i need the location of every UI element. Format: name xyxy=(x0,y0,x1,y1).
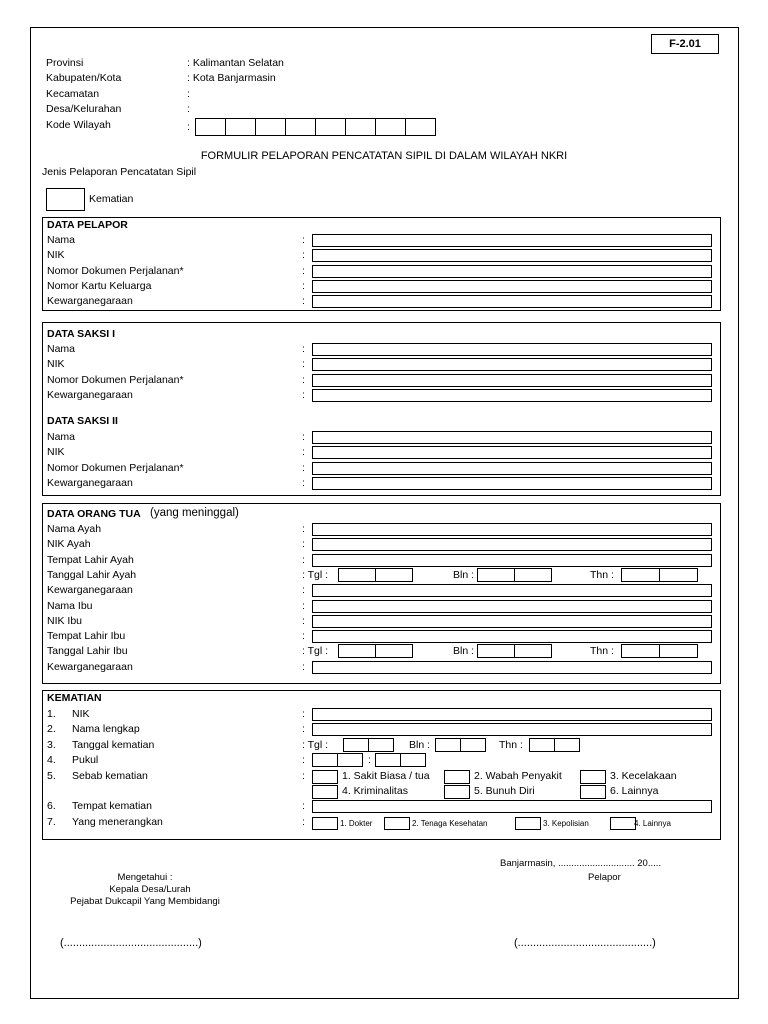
menerangkan-option-label: 4. Lainnya xyxy=(634,819,671,828)
right-signature-line: (............................................) xyxy=(514,937,656,949)
ortu-thn-label: Thn : xyxy=(590,568,614,581)
sebab-option-label: 4. Kriminalitas xyxy=(342,785,408,797)
kode-wilayah-box[interactable] xyxy=(255,118,286,136)
pelapor-colon: : xyxy=(302,295,305,308)
sebab-option-label: 6. Lainnya xyxy=(610,785,659,797)
pelapor-field-label: Kewarganegaraan xyxy=(47,295,133,308)
kabupaten-label: Kabupaten/Kota xyxy=(46,72,122,84)
pelapor-input[interactable] xyxy=(312,234,712,247)
saksi1-input[interactable] xyxy=(312,374,712,387)
kematian-number: 1. xyxy=(47,708,56,720)
kematian-input[interactable] xyxy=(312,800,712,813)
kabupaten-value: : Kota Banjarmasin xyxy=(187,72,276,84)
ortu-thn-box[interactable] xyxy=(659,568,698,582)
ortu-bln-box[interactable] xyxy=(514,568,552,582)
ortu-input[interactable] xyxy=(312,661,712,674)
ortu-field-label: Nama Ibu xyxy=(47,599,93,612)
kematian-field-label: Tanggal kematian xyxy=(72,739,155,751)
pelapor-colon: : xyxy=(302,249,305,262)
saksi2-colon: : xyxy=(302,461,305,474)
saksi1-colon: : xyxy=(302,358,305,371)
ortu-title: DATA ORANG TUA xyxy=(47,508,141,520)
sebab-option-label: 3. Kecelakaan xyxy=(610,770,677,782)
ortu-field-label: Tanggal Lahir Ayah xyxy=(47,568,137,581)
form-title: FORMULIR PELAPORAN PENCATATAN SIPIL DI DALAM WILAYAH NKRI xyxy=(200,150,568,162)
ortu-colon: : xyxy=(302,599,305,612)
saksi1-field-label: Kewarganegaraan xyxy=(47,388,133,401)
ortu-bln-label: Bln : xyxy=(453,568,475,581)
kematian-field-label: NIK xyxy=(72,708,90,720)
menerangkan-option-label: 1. Dokter xyxy=(340,819,373,828)
menerangkan-option-label: 3. Kepolisian xyxy=(543,819,589,828)
kepala-desa-label: Kepala Desa/Lurah xyxy=(109,884,191,895)
saksi2-field-label: NIK xyxy=(47,446,65,459)
pukul-minute-box[interactable] xyxy=(375,753,401,767)
kematian-colon: : xyxy=(302,708,305,720)
kode-wilayah-box[interactable] xyxy=(405,118,436,136)
ortu-thn-label: Thn : xyxy=(590,645,614,658)
saksi2-input[interactable] xyxy=(312,477,712,490)
ortu-bln-label: Bln : xyxy=(453,645,475,658)
sebab-option-label: 5. Bunuh Diri xyxy=(474,785,535,797)
provinsi-label: Provinsi xyxy=(46,57,84,69)
kematian-tgl-box[interactable] xyxy=(368,738,394,752)
ortu-tgl-box[interactable] xyxy=(375,644,413,658)
kematian-thn-box[interactable] xyxy=(554,738,580,752)
saksi1-colon: : xyxy=(302,373,305,386)
kematian-input[interactable] xyxy=(312,708,712,721)
ortu-field-label: Kewarganegaraan xyxy=(47,584,133,597)
kematian-field-label: Tempat kematian xyxy=(72,800,152,812)
ortu-tgl-box[interactable] xyxy=(338,644,376,658)
ortu-input[interactable] xyxy=(312,600,712,613)
kode-wilayah-label: Kode Wilayah xyxy=(46,119,111,131)
saksi2-colon: : xyxy=(302,431,305,443)
ortu-colon: : xyxy=(302,538,305,551)
pelapor-input[interactable] xyxy=(312,295,712,308)
ortu-thn-box[interactable] xyxy=(621,568,660,582)
kematian-number: 4. xyxy=(47,754,56,766)
kode-wilayah-box[interactable] xyxy=(225,118,256,136)
ortu-input[interactable] xyxy=(312,584,712,597)
kematian-number: 6. xyxy=(47,800,56,812)
kode-wilayah-box[interactable] xyxy=(375,118,406,136)
pukul-hour-box[interactable] xyxy=(337,753,363,767)
ortu-field-label: Kewarganegaraan xyxy=(47,660,133,673)
saksi1-input[interactable] xyxy=(312,389,712,402)
jenis-pelaporan-label: Jenis Pelaporan Pencatatan Sipil xyxy=(42,166,197,178)
ortu-colon: : xyxy=(302,523,305,535)
sebab-option-label: 1. Sakit Biasa / tua xyxy=(342,770,430,782)
kematian-number: 2. xyxy=(47,723,56,735)
sebab-checkbox[interactable] xyxy=(580,770,606,784)
pelapor-input[interactable] xyxy=(312,249,712,262)
menerangkan-checkbox[interactable] xyxy=(384,817,410,830)
saksi2-field-label: Kewarganegaraan xyxy=(47,476,133,489)
kematian-tgl-box[interactable] xyxy=(343,738,369,752)
saksi2-input[interactable] xyxy=(312,462,712,475)
saksi1-field-label: Nama xyxy=(47,343,76,355)
kematian-field-label: Yang menerangkan xyxy=(72,816,163,828)
form-code: F-2.01 xyxy=(651,34,719,54)
kode-wilayah-colon: : xyxy=(187,121,190,133)
pelapor-title: DATA PELAPOR xyxy=(47,219,128,231)
saksi2-title: DATA SAKSI II xyxy=(47,415,118,427)
ortu-field-label: NIK Ibu xyxy=(47,614,83,627)
pejabat-label: Pejabat Dukcapil Yang Membidangi xyxy=(70,896,220,907)
kematian-field-label: Sebab kematian xyxy=(72,770,148,782)
kode-wilayah-box[interactable] xyxy=(345,118,376,136)
kematian-colon: : xyxy=(302,800,305,812)
pukul-colon: : xyxy=(302,754,305,766)
saksi1-colon: : xyxy=(302,343,305,355)
saksi2-field-label: Nama xyxy=(47,431,76,443)
ortu-colon: : xyxy=(302,584,305,597)
ortu-field-label: Tempat Lahir Ayah xyxy=(47,553,134,566)
saksi1-field-label: Nomor Dokumen Perjalanan* xyxy=(47,373,184,386)
ortu-colon: : xyxy=(302,614,305,627)
kematian-tgl-label: : Tgl : xyxy=(302,739,329,751)
pelapor-colon: : xyxy=(302,279,305,292)
left-signature-line: (............................................) xyxy=(60,937,202,949)
kematian-field-label: Pukul xyxy=(72,754,99,766)
ortu-field-label: Nama Ayah xyxy=(47,523,102,535)
ortu-thn-box[interactable] xyxy=(659,644,698,658)
ortu-bln-box[interactable] xyxy=(477,568,515,582)
ortu-field-label: Tanggal Lahir Ibu xyxy=(47,645,128,658)
kecamatan-value: : xyxy=(187,88,190,100)
sebab-checkbox[interactable] xyxy=(580,785,606,799)
place-date: Banjarmasin, ............................. 20..... xyxy=(500,858,662,869)
kode-wilayah-box[interactable] xyxy=(285,118,316,136)
ortu-input[interactable] xyxy=(312,523,712,536)
kematian-title: KEMATIAN xyxy=(47,692,102,704)
pelapor-sign-label: Pelapor xyxy=(588,872,621,883)
ortu-input[interactable] xyxy=(312,554,712,567)
pelapor-field-label: Nomor Dokumen Perjalanan* xyxy=(47,264,184,277)
sebab-checkbox[interactable] xyxy=(312,785,338,799)
saksi1-colon: : xyxy=(302,388,305,401)
kode-wilayah-boxes[interactable] xyxy=(196,118,436,136)
saksi1-input[interactable] xyxy=(312,358,712,371)
menerangkan-checkbox[interactable] xyxy=(515,817,541,830)
kematian-field-label: Nama lengkap xyxy=(72,723,140,735)
saksi1-field-label: NIK xyxy=(47,358,65,371)
ortu-input[interactable] xyxy=(312,538,712,551)
sebab-checkbox[interactable] xyxy=(312,770,338,784)
ortu-colon: : xyxy=(302,630,305,643)
pelapor-input[interactable] xyxy=(312,280,712,293)
ortu-tgl-label: : Tgl : xyxy=(302,645,329,658)
mengetahui-label: Mengetahui : xyxy=(117,872,173,883)
ortu-bln-box[interactable] xyxy=(477,644,515,658)
ortu-subtitle: (yang meninggal) xyxy=(150,507,239,519)
kematian-colon: : xyxy=(302,723,305,735)
ortu-thn-box[interactable] xyxy=(621,644,660,658)
ortu-field-label: Tempat Lahir Ibu xyxy=(47,630,126,643)
kode-wilayah-box[interactable] xyxy=(315,118,346,136)
kematian-bln-box[interactable] xyxy=(460,738,486,752)
kematian-bln-box[interactable] xyxy=(435,738,461,752)
ortu-tgl-box[interactable] xyxy=(375,568,413,582)
saksi2-input[interactable] xyxy=(312,431,712,444)
pukul-minute-box[interactable] xyxy=(400,753,426,767)
sebab-colon: : xyxy=(302,770,305,782)
kematian-bln-label: Bln : xyxy=(409,739,431,751)
ortu-bln-box[interactable] xyxy=(514,644,552,658)
kematian-checkbox[interactable] xyxy=(46,188,85,211)
saksi2-colon: : xyxy=(302,476,305,489)
ortu-colon: : xyxy=(302,660,305,673)
pelapor-field-label: NIK xyxy=(47,249,65,262)
sebab-option-label: 2. Wabah Penyakit xyxy=(474,770,562,782)
saksi1-title: DATA SAKSI I xyxy=(47,328,116,340)
kematian-option-label: Kematian xyxy=(89,193,134,205)
sebab-checkbox[interactable] xyxy=(444,770,470,784)
kematian-number: 7. xyxy=(47,816,56,828)
pukul-separator: : xyxy=(368,754,371,766)
provinsi-value: : Kalimantan Selatan xyxy=(187,57,284,69)
saksi1-input[interactable] xyxy=(312,343,712,356)
ortu-input[interactable] xyxy=(312,630,712,643)
ortu-field-label: NIK Ayah xyxy=(47,538,91,551)
kematian-input[interactable] xyxy=(312,723,712,736)
menerangkan-colon: : xyxy=(302,816,305,828)
kematian-number: 3. xyxy=(47,739,56,751)
desa-value: : xyxy=(187,103,190,115)
pukul-hour-box[interactable] xyxy=(312,753,338,767)
desa-label: Desa/Kelurahan xyxy=(46,103,122,115)
saksi2-colon: : xyxy=(302,446,305,459)
pelapor-field-label: Nama xyxy=(47,234,76,246)
kematian-number: 5. xyxy=(47,770,56,782)
menerangkan-option-label: 2. Tenaga Kesehatan xyxy=(412,819,488,828)
menerangkan-checkbox[interactable] xyxy=(610,817,636,830)
kecamatan-label: Kecamatan xyxy=(46,88,100,100)
sebab-checkbox[interactable] xyxy=(444,785,470,799)
ortu-colon: : xyxy=(302,553,305,566)
menerangkan-checkbox[interactable] xyxy=(312,817,338,830)
pelapor-input[interactable] xyxy=(312,265,712,278)
ortu-input[interactable] xyxy=(312,615,712,628)
kematian-thn-box[interactable] xyxy=(529,738,555,752)
pelapor-colon: : xyxy=(302,264,305,277)
kematian-thn-label: Thn : xyxy=(499,739,523,751)
pelapor-colon: : xyxy=(302,234,305,246)
ortu-tgl-box[interactable] xyxy=(338,568,376,582)
saksi2-field-label: Nomor Dokumen Perjalanan* xyxy=(47,461,184,474)
pelapor-field-label: Nomor Kartu Keluarga xyxy=(47,279,152,292)
ortu-tgl-label: : Tgl : xyxy=(302,568,329,581)
saksi2-input[interactable] xyxy=(312,446,712,459)
kode-wilayah-box[interactable] xyxy=(195,118,226,136)
